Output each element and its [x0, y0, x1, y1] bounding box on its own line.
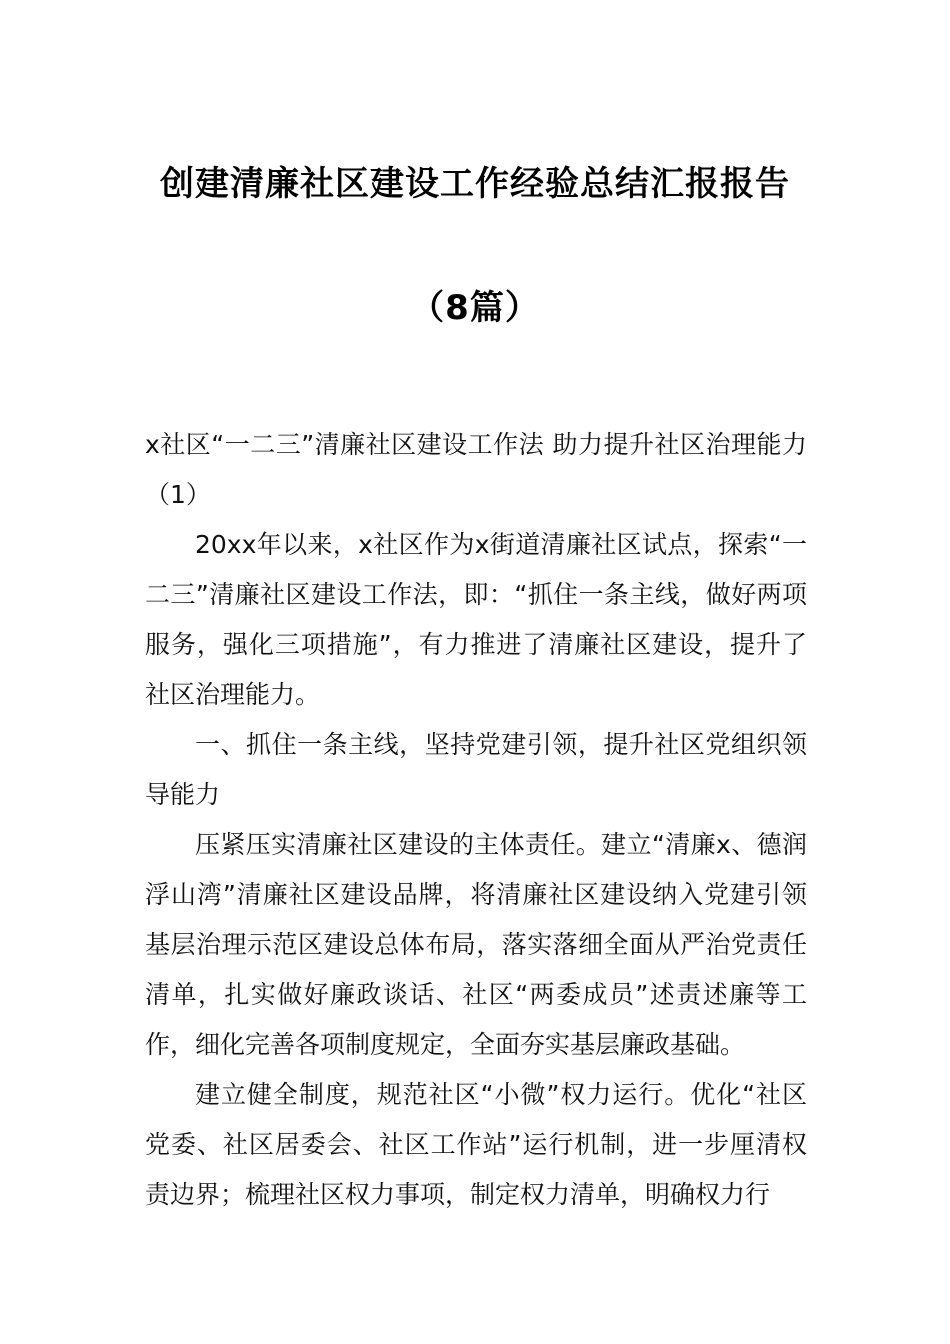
body-paragraph: 压紧压实清廉社区建设的主体责任。建立“清廉x、德润浮山湾”清廉社区建设品牌，将清廉社区建设纳入党建引领基层治理示范区建设总体布局，落实落细全面从严治党责任清单，扎实做好廉政谈话、社区“两委成员”述责述廉等工作，细化完善各项制度规定，全面夯实基层廉政基础。 — [145, 830, 807, 1059]
document-title: 创建清廉社区建设工作经验总结汇报报告 — [160, 164, 790, 204]
body-paragraph: 建立健全制度，规范社区“小微”权力运行。优化“社区党委、社区居委会、社区工作站”运行机制，进一步厘清权责边界；梳理社区权力事项，制定权力清单，明确权力行 — [145, 1080, 807, 1209]
document-title-count: （8篇） — [410, 288, 540, 328]
body-paragraph: 20xx年以来，x社区作为x街道清廉社区试点，探索“一二三”清廉社区建设工作法，即：“抓住一条主线，做好两项服务，强化三项措施”，有力推进了清廉社区建设，提升了社区治理能力。 — [145, 530, 807, 709]
article-subtitle: x社区“一二三”清廉社区建设工作法 助力提升社区治理能力（1） — [145, 430, 807, 509]
document-body — [145, 420, 807, 1220]
section-heading: 一、抓住一条主线，坚持党建引领，提升社区党组织领导能力 — [145, 730, 807, 809]
